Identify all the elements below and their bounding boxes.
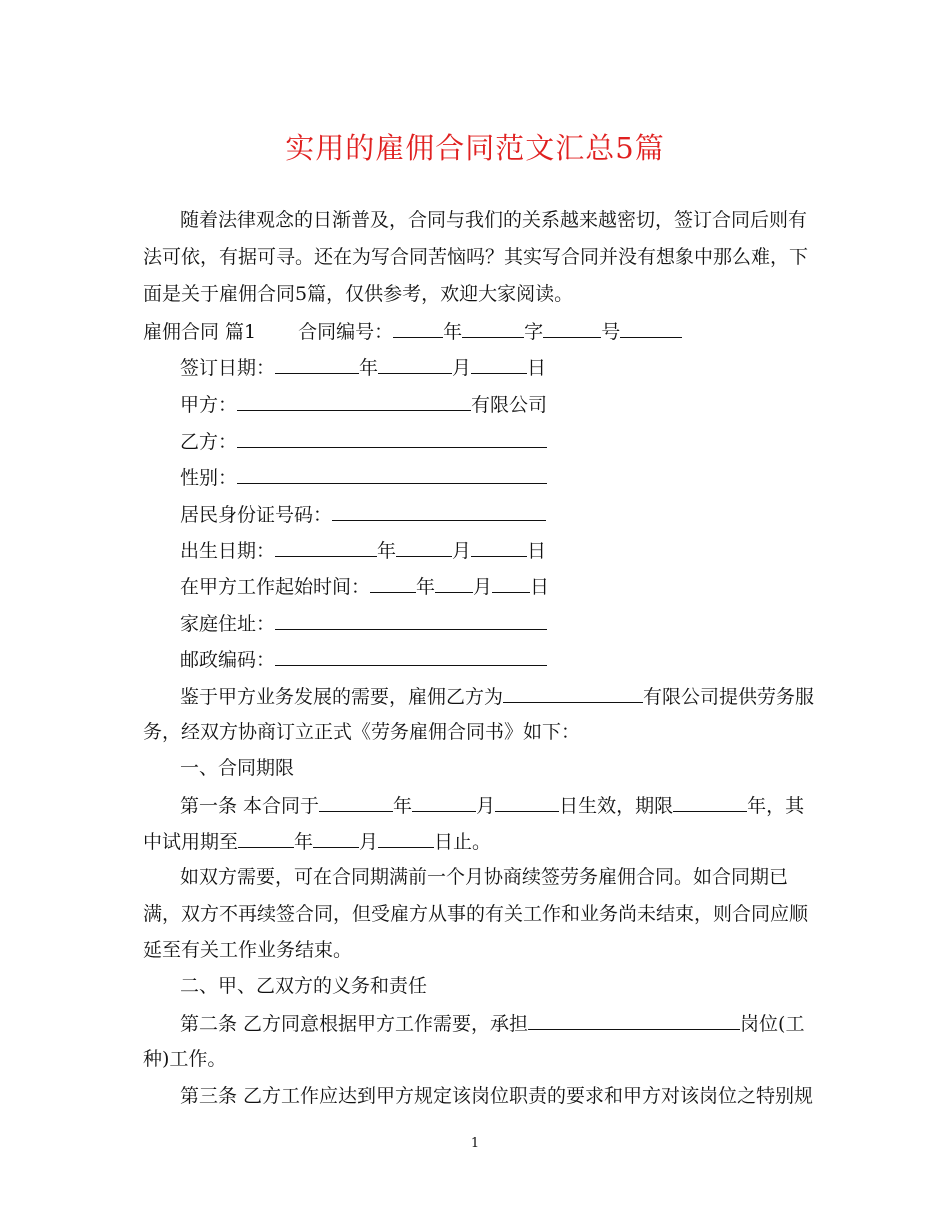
blank (495, 792, 559, 812)
text: 年 (294, 831, 314, 853)
blank (543, 318, 601, 338)
blank (275, 354, 359, 374)
blank (313, 828, 359, 848)
blank (435, 573, 473, 593)
party-a-field (180, 391, 547, 418)
paragraph-line: 如双方需要，可在合同期满前一个月协商续签劳务雇佣合同。如合同期已 (180, 866, 789, 888)
blank (238, 828, 294, 848)
blank (503, 683, 643, 703)
text: 日 (527, 357, 547, 379)
sign-date-field (180, 354, 546, 381)
birth-date-field (180, 537, 546, 564)
paragraph-line: 延至有关工作业务结束。 (143, 939, 353, 961)
field-label: 邮政编码： (180, 649, 276, 671)
text: 中试用期至 (143, 831, 239, 853)
blank (237, 428, 547, 448)
page-number: 1 (470, 1136, 480, 1151)
article-1-line (143, 828, 491, 855)
text: 日 (527, 540, 547, 562)
text: 鉴于甲方业务发展的需要，雇佣乙方为 (180, 686, 504, 708)
blank (332, 501, 546, 521)
blank (237, 464, 547, 484)
text: 月 (452, 357, 472, 379)
text: 第一条 本合同于 (180, 795, 320, 817)
field-label: 居民身份证号码： (180, 504, 333, 526)
article-1-line (180, 792, 804, 819)
article-3-line: 第三条 乙方工作应达到甲方规定该岗位职责的要求和甲方对该岗位之特别规 (180, 1085, 814, 1107)
blank (528, 1010, 740, 1030)
paragraph-line (180, 683, 814, 710)
field-label: 出生日期： (180, 540, 276, 562)
paragraph-line: 满，双方不再续签合同，但受雇方从事的有关工作和业务尚未结束，则合同应顺 (143, 903, 809, 925)
field-label: 甲方： (180, 394, 238, 416)
section-heading-1: 一、合同期限 (180, 757, 295, 779)
text: 年 (393, 795, 413, 817)
contract-heading (143, 318, 682, 345)
text: 年 (416, 576, 436, 598)
field-label: 乙方： (180, 431, 238, 453)
blank (370, 573, 416, 593)
blank (620, 318, 682, 338)
blank (673, 792, 747, 812)
text: 年 (443, 321, 463, 343)
text: 日生效，期限 (559, 795, 674, 817)
field-label: 在甲方工作起始时间： (180, 576, 371, 598)
text: 年 (377, 540, 397, 562)
address-field (180, 610, 547, 637)
text: 日止。 (434, 831, 492, 853)
field-label: 性别： (180, 467, 238, 489)
text: 年 (359, 357, 379, 379)
id-number-field (180, 501, 546, 528)
blank (275, 537, 377, 557)
blank (275, 610, 547, 630)
text: 有限公司 (471, 394, 548, 416)
intro-line-1: 随着法律观念的日渐普及，合同与我们的关系越来越密切，签订合同后则有 (180, 209, 808, 231)
postcode-field (180, 646, 547, 673)
blank (471, 354, 527, 374)
contract-name: 雇佣合同 篇1 (143, 321, 257, 343)
gender-field (180, 464, 547, 491)
document-title: 实用的雇佣合同范文汇总5篇 (285, 131, 665, 165)
blank (319, 792, 393, 812)
article-2-line (180, 1010, 804, 1037)
intro-line-3: 面是关于雇佣合同5篇，仅供参考，欢迎大家阅读。 (143, 283, 574, 305)
blank (237, 391, 471, 411)
intro-line-2: 法可依，有据可寻。还在为写合同苦恼吗？其实写合同并没有想象中那么难，下 (143, 246, 809, 268)
blank (412, 792, 476, 812)
text: 月 (452, 540, 472, 562)
text: 号 (601, 321, 621, 343)
text: 有限公司提供劳务服 (643, 686, 815, 708)
text: 月 (476, 795, 496, 817)
blank (378, 828, 434, 848)
section-heading-2: 二、甲、乙双方的义务和责任 (180, 975, 428, 997)
blank (462, 318, 524, 338)
text: 年，其 (747, 795, 805, 817)
paragraph-line: 务，经双方协商订立正式《劳务雇佣合同书》如下： (143, 721, 581, 743)
blank (275, 646, 547, 666)
field-label: 签订日期： (180, 357, 276, 379)
text: 第二条 乙方同意根据甲方工作需要，承担 (180, 1013, 529, 1035)
field-label: 家庭住址： (180, 613, 276, 635)
blank (471, 537, 527, 557)
start-date-field (180, 573, 549, 600)
article-2-line: 种)工作。 (143, 1048, 227, 1070)
text: 日 (530, 576, 550, 598)
text: 岗位(工 (740, 1013, 805, 1035)
blank (492, 573, 530, 593)
blank (378, 354, 452, 374)
blank (393, 318, 443, 338)
contract-number-label: 合同编号： (298, 321, 394, 343)
text: 字 (524, 321, 544, 343)
blank (396, 537, 452, 557)
text: 月 (359, 831, 379, 853)
party-b-field (180, 428, 547, 455)
text: 月 (473, 576, 493, 598)
